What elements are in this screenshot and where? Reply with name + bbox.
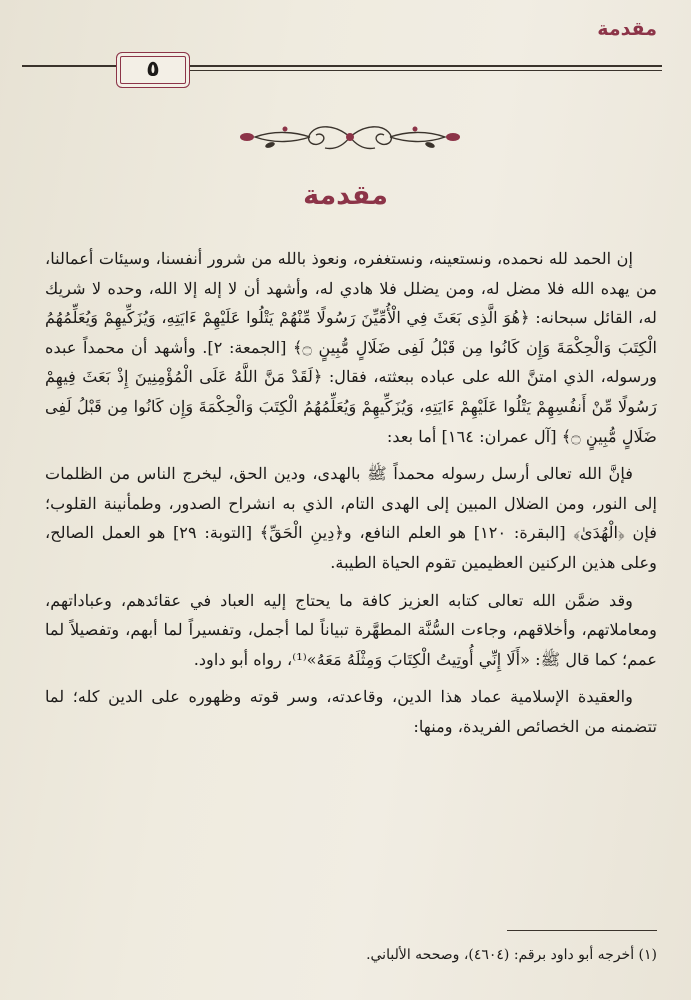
paragraph: فإنَّ الله تعالى أرسل رسوله محمداً ﷺ بالهدى، ودين الحق، ليخرج الناس من الظلمات إلى النور، ومن الضلال المبين إلى الهدى التام، الذي به انشراح الصدور، وطمأنينة القلوب؛ فإن ﴿الْهُدَىٰ﴾ [البقرة: ١٢٠] هو العلم النافع، و﴿دِينِ الْحَقِّ﴾ [التوبة: ٢٩] هو العمل الصالح، وعلى هذين الركنين العظيمين تقوم الحياة الطيبة. bbox=[45, 464, 658, 572]
floral-ornament-icon bbox=[225, 120, 475, 154]
paragraph: وقد ضمَّن الله تعالى كتابه العزيز كافة ما يحتاج إليه العباد في عقائدهم، وعباداتهم، ومعاملاتهم، وأخلاقهم، وجاءت السُّنَّة المطهَّرة تبياناً لما أجمل، وتفسيراً لما أبهم، وتفصيلاً لما عمم؛ كما قال ﷺ: «أَلَا إِنِّي أُوتِيتُ الْكِتَابَ وَمِثْلَهُ مَعَهُ»⁽¹⁾، رواه أبو داود. bbox=[45, 590, 657, 669]
header-rule-line-thin bbox=[132, 70, 662, 71]
footnote-rule bbox=[507, 930, 657, 931]
running-title: مقدمة bbox=[597, 18, 657, 40]
body-text bbox=[45, 244, 657, 742]
page-title: مقدمة bbox=[303, 180, 388, 211]
page-number: ٥ bbox=[116, 52, 190, 88]
paragraph: والعقيدة الإسلامية عماد هذا الدين، وقاعدته، وسر قوته وظهوره على الدين كله؛ لما تتضمنه من الخصائص الفريدة، ومنها: bbox=[45, 687, 657, 736]
footnote: (١) أخرجه أبو داود برقم: (٤٦٠٤)، وصححه الألباني. bbox=[366, 947, 657, 963]
paragraph: إن الحمد لله نحمده، ونستعينه، ونستغفره، ونعوذ بالله من شرور أنفسنا، وسيئات أعمالنا، من يهده الله فلا مضل له، ومن يضلل فلا هادي له، وأشهد أن لا إله إلا الله، وحده لا شريك له، القائل سبحانه: ﴿هُوَ الَّذِى بَعَثَ فِي الْأُمِّيِّنَ رَسُولًا مِّنْهُمْ يَتْلُوا عَلَيْهِمْ ءَايَتِهِ، وَيُزَكِّيهِمْ وَيُعَلِّمُهُمُ الْكِتَبَ وَالْحِكْمَةَ وَإِن كَانُوا مِن قَبْلُ لَفِى ضَلَالٍ مُّبِينٍ ۝﴾ [الجمعة: ٢]. وأشهد أن محمداً عبده ورسوله، الذي امتنَّ الله على عباده ببعثته، فقال: ﴿لَقَدْ مَنَّ اللَّهُ عَلَى الْمُؤْمِنِينَ إِذْ بَعَثَ فِيهِمْ رَسُولًا مِّنْ أَنفُسِهِمْ يَتْلُوا عَلَيْهِمْ ءَايَتِهِ، وَيُزَكِّيهِمْ وَيُعَلِّمُهُمُ الْكِتَبَ وَالْحِكْمَةَ وَإِن كَانُوا مِن قَبْلُ لَفِى ضَلَالٍ مُّبِينٍ ۝﴾ [آل عمران: ١٦٤] أما بعد: bbox=[45, 249, 657, 446]
